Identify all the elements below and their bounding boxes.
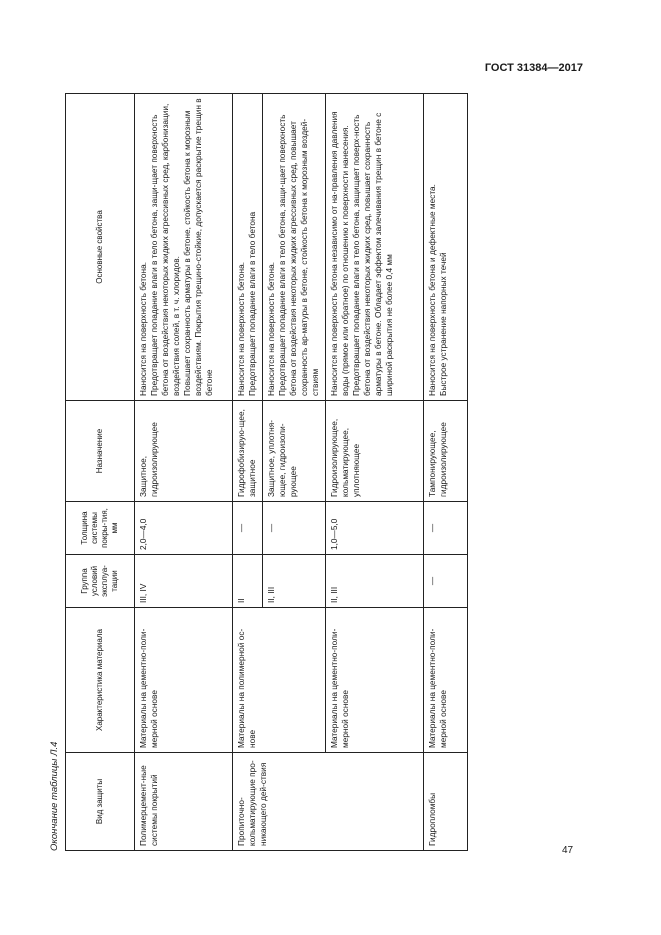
table-row <box>233 94 263 851</box>
cell-type: Пропиточно-кольматирующие про-никающего дей-ствия <box>233 753 424 851</box>
property-line: Повышает сохранность арматуры в бетоне, стойкость бетона к морозным воздействиям. Покрытия трещино-стойкие, допускается раскрытие трещин в бетоне <box>182 98 214 396</box>
cell-purpose: Защитное, уплотня-ющее, гидроизоли-рующее <box>263 401 326 502</box>
col-header-thickness: Толщина системы покры-тия, мм <box>66 502 135 555</box>
property-line: Наносится на поверхность бетона. <box>266 261 276 396</box>
cell-purpose: Гидрофобизирую-щее, защитное <box>233 401 263 502</box>
property-line: Предотвращает попадание влаги в тело бетона, защи-щает поверхность бетона от воздействия некоторых жидких агрессивных сред, карбонизации, воздействия солей, в т. ч. хлоридов. <box>149 103 181 396</box>
cell-group: III, IV <box>135 555 233 608</box>
cell-purpose: Тампонирующее, гидроизолирующее <box>424 401 468 502</box>
col-header-purpose: Назначение <box>66 401 135 502</box>
property-line: Быстрое устранение напорных течей <box>438 252 448 396</box>
cell-properties <box>326 94 424 401</box>
cell-material: Материалы на цементно-поли-мерной основе <box>424 608 468 753</box>
col-header-material: Характеристика материала <box>66 608 135 753</box>
cell-thickness: 1,0—5,0 <box>326 502 424 555</box>
property-line: Наносится на поверхность бетона и дефектные места. <box>427 184 437 396</box>
page-number: 47 <box>562 845 574 856</box>
cell-purpose: Гидроизолирующее, кольматирующее, уплотняющее <box>326 401 424 502</box>
table-row <box>424 94 468 851</box>
table-row <box>135 94 233 851</box>
cell-material: Материалы на цементно-поли-мерной основе <box>135 608 233 753</box>
cell-group: II, III <box>326 555 424 608</box>
property-line: Предотвращает попадание влаги в тело бетона <box>247 211 257 396</box>
cell-properties <box>424 94 468 401</box>
rotated-table-page <box>48 94 596 851</box>
cell-purpose: Защитное, гидроизолирующее <box>135 401 233 502</box>
standard-header: ГОСТ 31384—2017 <box>484 62 583 74</box>
cell-material: Материалы на цементно-поли-мерной основе <box>326 608 424 753</box>
col-header-group: Группа условий эксплуа-тации <box>66 555 135 608</box>
col-header-properties: Основные свойства <box>66 94 135 401</box>
protection-table <box>65 93 468 851</box>
property-line: Наносится на поверхность бетона. <box>138 261 148 396</box>
table-row <box>326 94 424 851</box>
cell-thickness: — <box>233 502 263 555</box>
table-caption: Окончание таблицы Л.4 <box>49 741 60 851</box>
property-line: Предотвращает попадание влаги в тело бетона, защи-щает поверхность бетона от воздействия некоторых жидких агрессивных сред, повышает сохранность ар-матуры в бетоне, стойкость бетона к морозным воздей-ствиям <box>277 114 320 396</box>
table-header-row <box>66 94 135 851</box>
cell-material: Материалы на полимерной ос-нове <box>233 608 326 753</box>
cell-properties <box>263 94 326 401</box>
cell-thickness: 2,0—4,0 <box>135 502 233 555</box>
property-line: Наносится на поверхность бетона. <box>236 261 246 396</box>
cell-group: — <box>424 555 468 608</box>
col-header-type: Вид защиты <box>66 753 135 851</box>
cell-group: II <box>233 555 263 608</box>
cell-properties <box>135 94 233 401</box>
cell-thickness: — <box>424 502 468 555</box>
cell-type: Гидропломбы <box>424 753 468 851</box>
cell-group: II, III <box>263 555 326 608</box>
cell-type: Полимерцемент-ные системы покрытий <box>135 753 233 851</box>
cell-properties <box>233 94 263 401</box>
property-line: Наносится на поверхность бетона независимо от на-правления давления воды (прямое или обратное) по отношению к поверхности нанесения. Предотвращает попадание влаги в тело бетона, защищает поверх-ность бетона от воздействия некоторых жидких сред, повышает сохранность арматуры в бетоне. Обладает эффектом залечивания трещин в бетоне с шириной раскрытия не более 0,4 мм <box>329 111 394 396</box>
cell-thickness: — <box>263 502 326 555</box>
